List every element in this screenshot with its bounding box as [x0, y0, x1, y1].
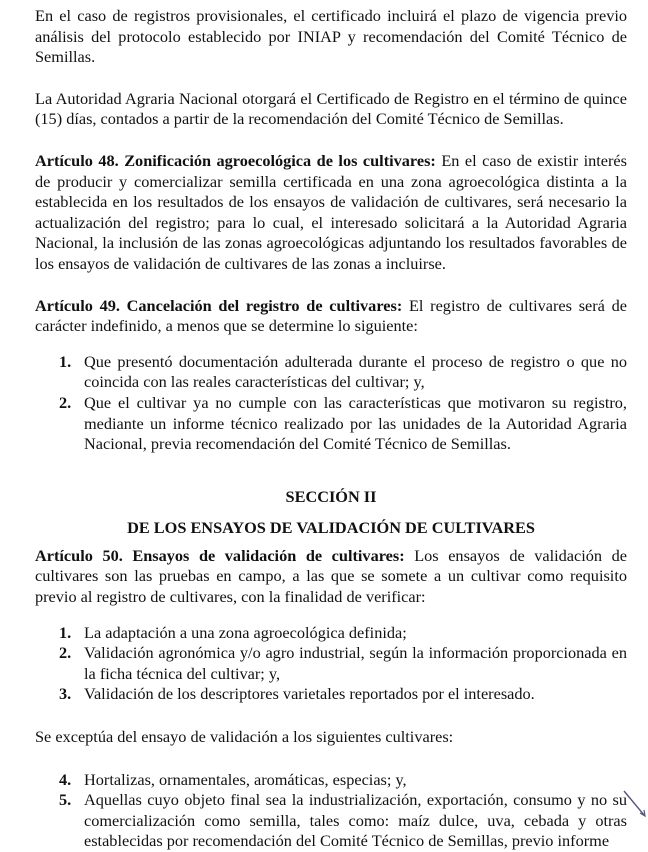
section-title: DE LOS ENSAYOS DE VALIDACIÓN DE CULTIVARES — [127, 518, 535, 538]
article-48-body: En el caso de existir interés de producir y comercializar semilla certificada en una zona agroecológica distinta a la establecida en los resultados de los ensayos de validación de cultivares, será necesario la actualización del registro; para lo cual, el interesado solicitará a la Autoridad Agraria Nacional, la inclusión de las zonas agroecológicas adjuntando los resultados favorables de los ensayos de validación de cultivares de las zonas a incluirse. — [35, 150, 627, 273]
document-page — [35, 6, 627, 852]
list-item — [59, 393, 627, 455]
article-49 — [35, 296, 627, 337]
article-49-list — [35, 352, 627, 455]
article-49-title: Artículo 49. Cancelación del registro de cultivares: — [35, 295, 403, 315]
list-item-text: Validación agronómica y/o agro industrial, según la información proporcionada en la ficha técnica del cultivar; y, — [84, 643, 627, 683]
list-item — [59, 623, 627, 644]
list-item — [59, 770, 627, 791]
article-50-list — [35, 623, 627, 705]
article-50-body: Los ensayos de validación de cultivares son las pruebas en campo, a las que se somete a un cultivar como requisito previo al registro de cultivares, con la finalidad de verificar: — [35, 545, 627, 607]
list-item-number: 2. — [59, 392, 72, 412]
paragraph-certificate-issuance: La Autoridad Agraria Nacional otorgará el Certificado de Registro en el término de quince (15) días, contados a partir de la recomendación del Comité Técnico de Semillas. — [35, 88, 627, 129]
list-item — [59, 352, 627, 393]
list-item-text: Validación de los descriptores varietales reportados por el interesado. — [84, 684, 535, 704]
exception-paragraph: Se exceptúa del ensayo de validación a los siguientes cultivares: — [35, 727, 454, 747]
list-item-number: 3. — [59, 684, 72, 704]
list-item-number: 4. — [59, 769, 72, 789]
article-49-body: El registro de cultivares será de carácter indefinido, a menos que se determine lo siguiente: — [35, 295, 627, 336]
paragraph-provisional-registration: En el caso de registros provisionales, el certificado incluirá el plazo de vigencia previo análisis del protocolo establecido por INIAP y recomendación del Comité Técnico de Semillas. — [35, 6, 627, 67]
list-item-number: 1. — [59, 622, 72, 642]
article-50-title: Artículo 50. Ensayos de validación de cultivares: — [35, 545, 405, 565]
list-item — [59, 684, 627, 705]
list-item-text: La adaptación a una zona agroecológica definida; — [84, 622, 407, 642]
article-48 — [35, 151, 627, 275]
article-50 — [35, 546, 627, 608]
list-item-text: Hortalizas, ornamentales, aromáticas, especias; y, — [84, 769, 407, 789]
list-item-text: Aquellas cuyo objeto final sea la industrialización, exportación, consumo y no su comercialización como semilla, tales como: maíz dulce, uva, cebada y otras establecidas por recomendación del Comité Técnico de Semillas, previo informe — [84, 790, 627, 851]
article-48-title: Artículo 48. Zonificación agroecológica de los cultivares: — [35, 150, 436, 170]
list-item-number: 2. — [59, 643, 72, 663]
list-item-number: 1. — [59, 351, 72, 371]
list-item-text: Que el cultivar ya no cumple con las características que motivaron su registro, mediante un informe técnico realizado por las unidades de la Autoridad Agraria Nacional, previa recomendación del Comité Técnico de Semillas. — [84, 392, 627, 454]
list-item — [59, 643, 627, 684]
list-item-number: 5. — [59, 790, 72, 810]
list-item-text: Que presentó documentación adulterada durante el proceso de registro o que no coincida con las reales características del cultivar; y, — [84, 351, 627, 392]
page-corner-mark — [618, 787, 648, 817]
list-item — [59, 790, 627, 852]
section-number: SECCIÓN II — [285, 486, 377, 506]
exception-list — [35, 770, 627, 852]
